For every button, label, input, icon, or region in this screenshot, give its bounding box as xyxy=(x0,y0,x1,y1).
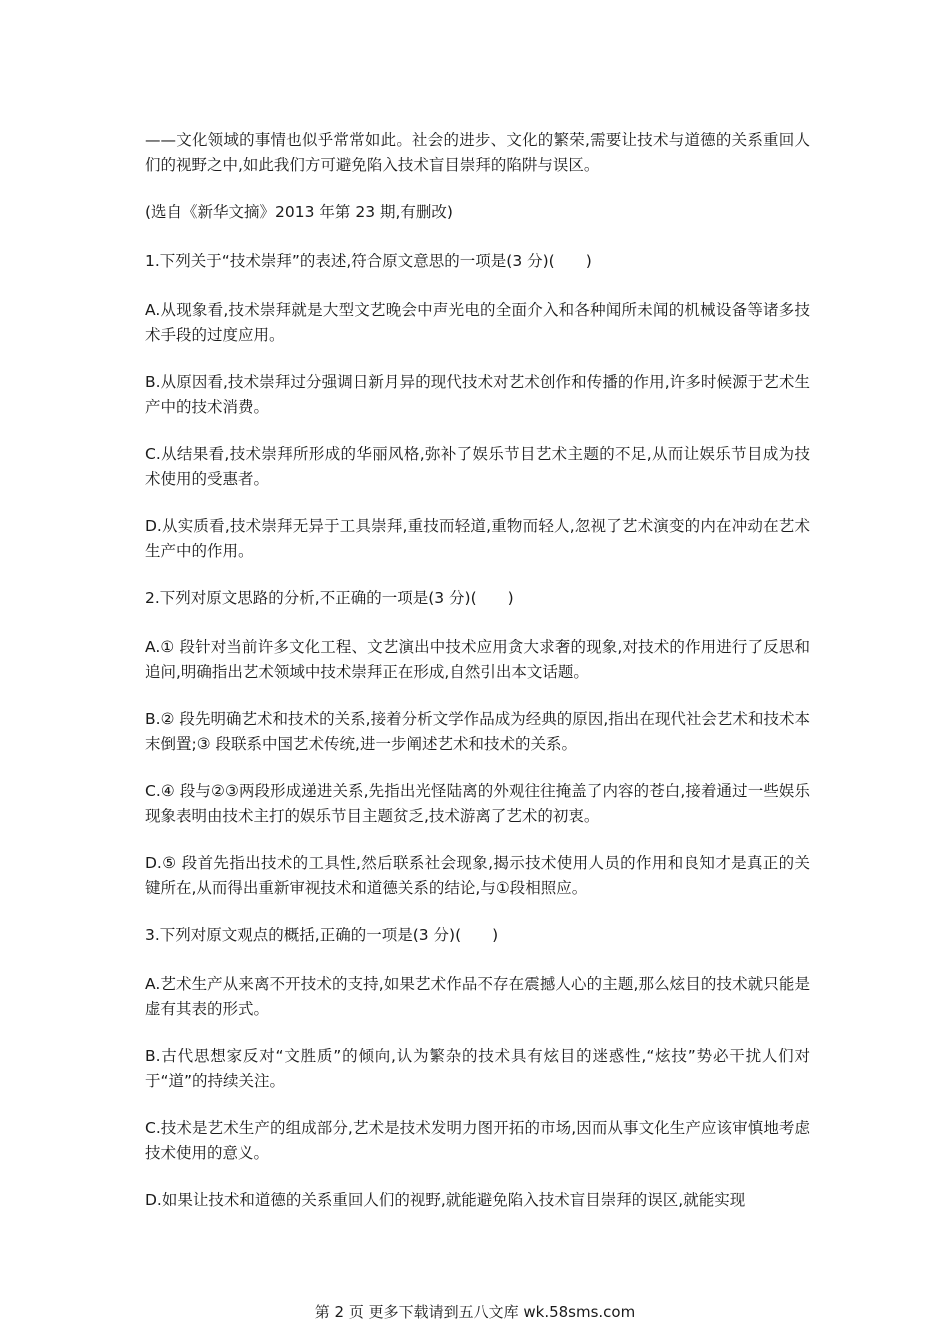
question-2-option-b: B.② 段先明确艺术和技术的关系,接着分析文学作品成为经典的原因,指出在现代社会艺术和技术本末倒置;③ 段联系中国艺术传统,进一步阐述艺术和技术的关系。 xyxy=(145,710,810,753)
question-3-option-c: C.技术是艺术生产的组成部分,艺术是技术发明力图开拓的市场,因而从事文化生产应该审慎地考虑技术使用的意义。 xyxy=(145,1119,810,1162)
source-citation: (选自《新华文摘》2013 年第 23 期,有删改) xyxy=(145,203,453,221)
question-2-stem: 2.下列对原文思路的分析,不正确的一项是(3 分)( ) xyxy=(145,589,514,607)
question-1-option-c: C.从结果看,技术崇拜所形成的华丽风格,弥补了娱乐节目艺术主题的不足,从而让娱乐节目成为技术使用的受惠者。 xyxy=(145,445,810,488)
question-2-option-a: A.① 段针对当前许多文化工程、文艺演出中技术应用贪大求奢的现象,对技术的作用进行了反思和追问,明确指出艺术领域中技术崇拜正在形成,自然引出本文话题。 xyxy=(145,638,810,681)
question-2-option-d: D.⑤ 段首先指出技术的工具性,然后联系社会现象,揭示技术使用人员的作用和良知才是真正的关键所在,从而得出重新审视技术和道德关系的结论,与①段相照应。 xyxy=(145,854,810,897)
question-1-option-a: A.从现象看,技术崇拜就是大型文艺晚会中声光电的全面介入和各种闻所未闻的机械设备等诸多技术手段的过度应用。 xyxy=(145,301,810,344)
question-1-option-d: D.从实质看,技术崇拜无异于工具崇拜,重技而轻道,重物而轻人,忽视了艺术演变的内在冲动在艺术生产中的作用。 xyxy=(145,517,810,560)
page-footer: 第 2 页 更多下载请到五八文库 wk.58sms.com xyxy=(314,1303,636,1321)
question-2-option-c: C.④ 段与②③两段形成递进关系,先指出光怪陆离的外观往往掩盖了内容的苍白,接着通过一些娱乐现象表明由技术主打的娱乐节目主题贫乏,技术游离了艺术的初衷。 xyxy=(145,782,810,825)
document-body xyxy=(145,128,810,1235)
paragraph-intro-continuation: ——文化领域的事情也似乎常常如此。社会的进步、文化的繁荣,需要让技术与道德的关系重回人们的视野之中,如此我们方可避免陷入技术盲目崇拜的陷阱与误区。 xyxy=(145,131,810,174)
question-3-stem: 3.下列对原文观点的概括,正确的一项是(3 分)( ) xyxy=(145,926,499,944)
question-3-option-a: A.艺术生产从来离不开技术的支持,如果艺术作品不存在震撼人心的主题,那么炫目的技术就只能是虚有其表的形式。 xyxy=(145,975,810,1018)
question-3-option-b: B.古代思想家反对“文胜质”的倾向,认为繁杂的技术具有炫目的迷惑性,“炫技”势必干扰人们对于“道”的持续关注。 xyxy=(145,1047,810,1090)
question-1-stem: 1.下列关于“技术崇拜”的表述,符合原文意思的一项是(3 分)( ) xyxy=(145,252,592,270)
question-1-option-b: B.从原因看,技术崇拜过分强调日新月异的现代技术对艺术创作和传播的作用,许多时候源于艺术生产中的技术消费。 xyxy=(145,373,810,416)
question-3-option-d: D.如果让技术和道德的关系重回人们的视野,就能避免陷入技术盲目崇拜的误区,就能实现 xyxy=(145,1191,746,1209)
